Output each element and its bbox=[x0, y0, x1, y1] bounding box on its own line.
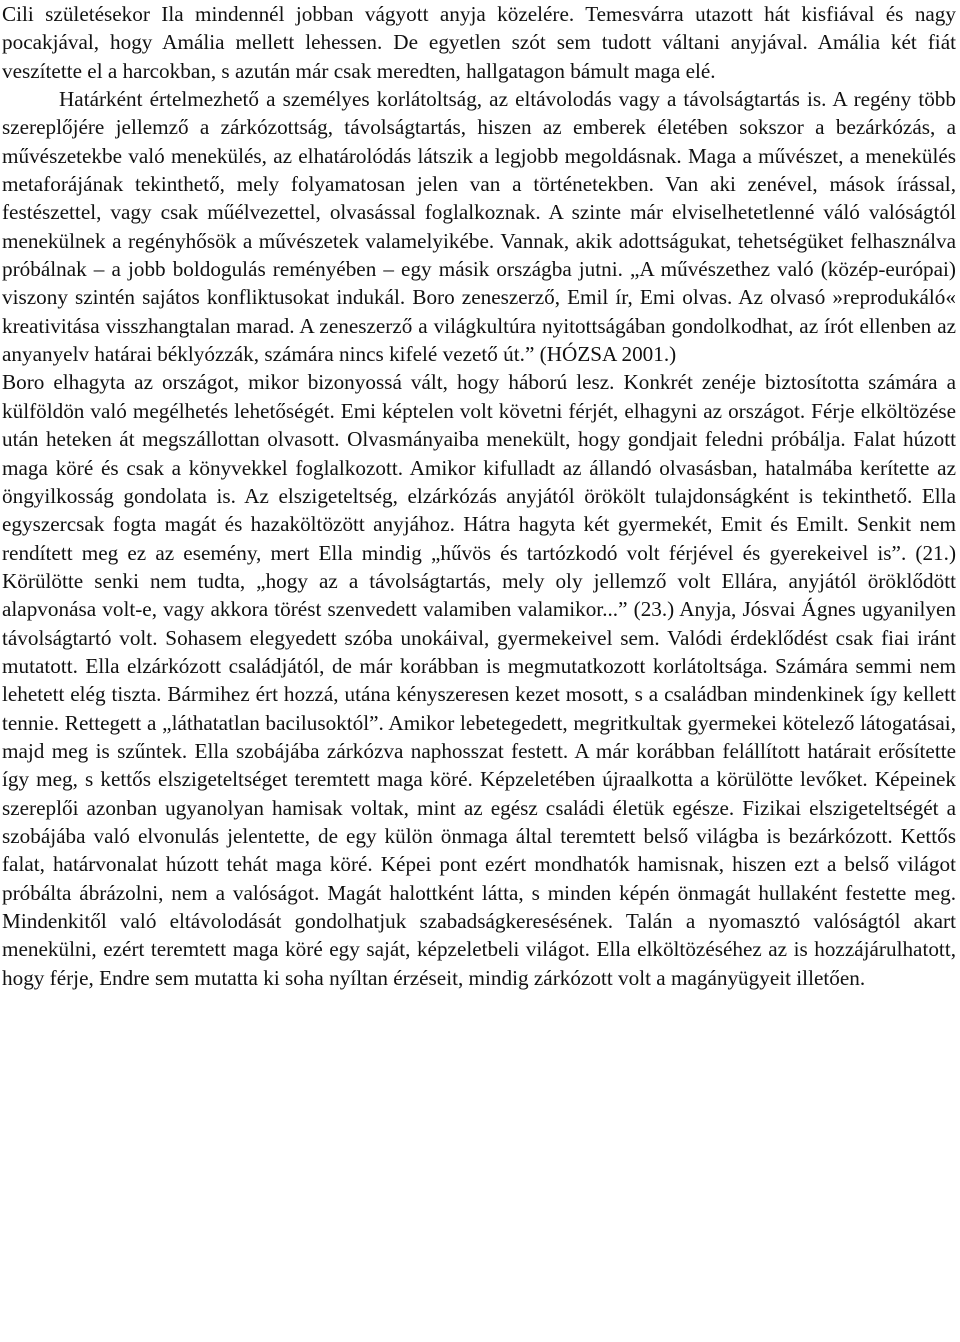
paragraph-3: Boro elhagyta az országot, mikor bizonyossá vált, hogy háború lesz. Konkrét zenéje biztosította számára a külföldön való megélhetés lehetőségét. Emi képtelen volt követni férjét, elhagyni az országot. Férje elköltözése után heteken át megszállottan olvasott. Olvasmányaiba menekült, hogy gondjait feledni próbálja. Falat húzott maga köré és csak a könyvekkel foglalkozott. Amikor kifulladt az állandó olvasásban, hatalmába kerítette az öngyilkosság gondolata is. Az elszigeteltség, elzárkózás anyjától örökölt tulajdonságként is tekinthető. Ella egyszercsak fogta magát és hazaköltözött anyjához. Hátra hagyta két gyermekét, Emit és Emilt. Senkit nem rendített meg ez az esemény, mert Ella mindig „hűvös és tartózkodó volt férjével és gyerekeivel is”. (21.) Körülötte senki nem tudta, „hogy az a távolságtartás, mely oly jellemző volt Ellára, anyjától öröklődött alapvonása volt-e, vagy akkora törést szenvedett valamiben valamikor...” (23.) Anyja, Jósvai Ágnes ugyanilyen távolságtartó volt. Sohasem elegyedett szóba unokáival, gyermekeivel sem. Valódi érdeklődést csak fiai iránt mutatott. Ella elzárkózott családjától, de már korábban is megmutatkozott korlátoltsága. Számára semmi nem lehetett elég tiszta. Bármihez ért hozzá, utána kényszeresen kezet mosott, s a családban mindenkinek így kellett tennie. Rettegett a „láthatatlan bacilusoktól”. Amikor lebetegedett, megritkultak gyermekei kötelező látogatásai, majd meg is szűntek. Ella szobájába zárkózva naphosszat festett. A már korábban felállított határait erősítette így meg, s kettős elszigeteltséget teremtett maga köré. Képzeletében újraalkotta a körülötte levőket. Képeinek szereplői azonban ugyanolyan hamisak voltak, mint az egész családi életük egésze. Fizikai elszigeteltségét a szobájába való elvonulás jelentette, de egy külön önmaga által teremtett belső világba is bezárkózott. Kettős falat, határvonalat húzott tehát maga köré. Képei pont ezért mondhatók hamisnak, hiszen ezt a belső világot próbálta ábrázolni, nem a valóságot. Magát halottként látta, s minden képén önmagát hullaként festette meg. Mindenkitől való eltávolodását gondolhatjuk szabadságkeresésének. Talán a nyomasztó valóságtól akart menekülni, ezért teremtett maga köré egy saját, képzeletbeli világot. Ella elköltözéséhez az is hozzájárulhatott, hogy férje, Endre sem mutatta ki soha nyíltan érzéseit, mindig zárkózott volt a magányügyeit illetően. bbox=[2, 370, 956, 990]
paragraph-1: Cili születésekor Ila mindennél jobban vágyott anyja közelére. Temesvárra utazott hát kisfiával és nagy pocakjával, hogy Amália mellett lehessen. De egyetlen szót sem tudott váltani anyjával. Amália két fiát veszítette el a harcokban, s azután már csak meredten, hallgatagon bámult maga elé. bbox=[2, 2, 956, 83]
document-page bbox=[2, 0, 956, 992]
paragraph-2: Határként értelmezhető a személyes korlátoltság, az eltávolodás vagy a távolságtartás is. A regény több szereplőjére jellemző a zárkózottság, távolságtartás, hiszen az emberek életében sokszor a bezárkózás, a művészetekbe való menekülés, az elhatárolódás látszik a legjobb megoldásnak. Maga a művészet, a menekülés metaforájának tekinthető, mely folyamatosan jelen van a történetekben. Van aki zenével, mások írással, festészettel, vagy csak műélvezettel, olvasással foglalkoznak. A szinte már elviselhetetlenné váló valóságtól menekülnek a regényhősök a művészetek valamelyikébe. Vannak, akik adottságukat, tehetségüket felhasználva próbálnak – a jobb boldogulás reményében – egy másik országba jutni. „A művészethez való (közép-európai) viszony szintén sajátos konfliktusokat indukál. Boro zeneszerző, Emil ír, Emi olvas. Az olvasó »reprodukáló« kreativitása visszhangtalan marad. A zeneszerző a világkultúra nyitottságában gondolkodhat, az írót ellenben az anyanyelv határai béklyózzák, számára nincs kifelé vezető út.” (HÓZSA 2001.) bbox=[2, 87, 956, 367]
